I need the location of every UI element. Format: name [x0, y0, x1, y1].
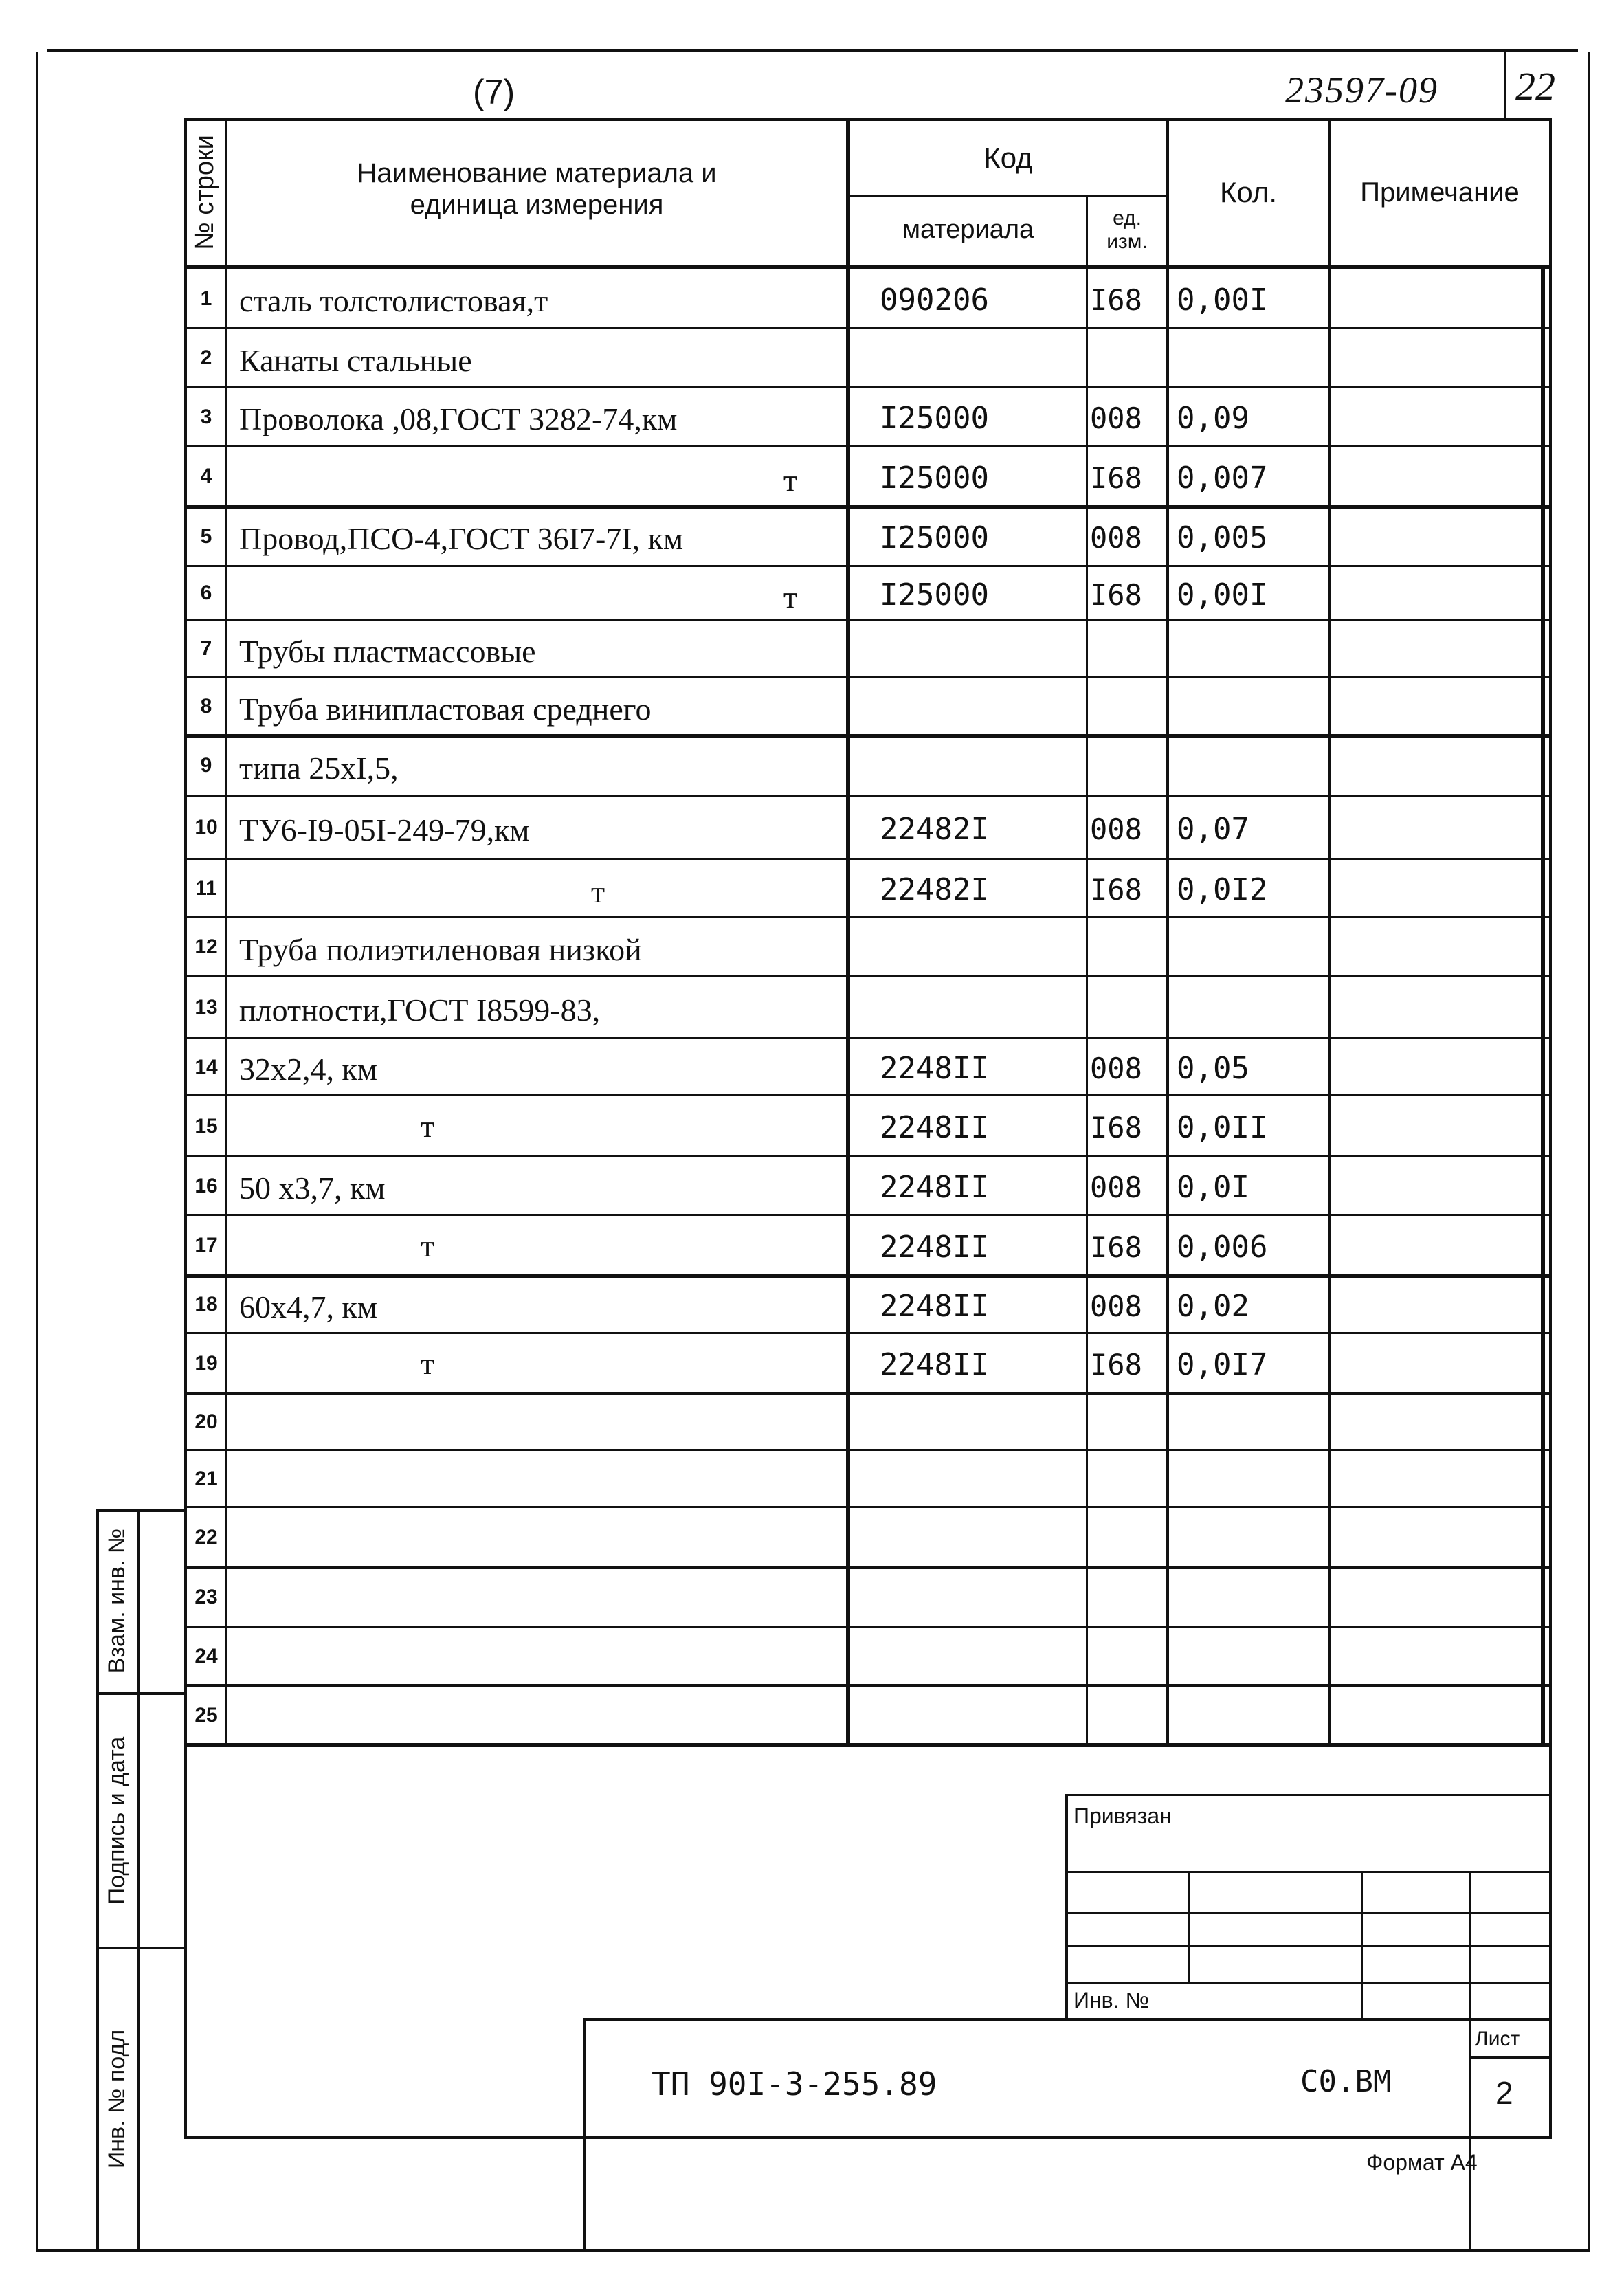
row-quantity: 0,0I2 [1177, 872, 1268, 907]
row-material-code: I25000 [880, 577, 989, 612]
row-unit-suffix: т [421, 1109, 435, 1144]
row-unit-code [1090, 977, 1166, 1039]
row-material-name: типа 25хI,5, [239, 750, 399, 786]
row-material-code [880, 678, 1079, 735]
row-number: 11 [195, 876, 217, 900]
row-number: 24 [194, 1644, 218, 1667]
row-quantity [1177, 918, 1324, 977]
row-material-code [880, 329, 1079, 388]
tb-list-value: 2 [1495, 2075, 1513, 2111]
sheet-tag: (7) [473, 73, 515, 111]
row-material-code [880, 1393, 1079, 1450]
row-material-code [880, 735, 1079, 796]
row-material-name: Провод,ПСО-4,ГОСТ 36I7-7I, км [239, 521, 684, 556]
row-quantity: 0,0I [1177, 1170, 1249, 1205]
row-quantity [1177, 977, 1324, 1039]
side-strip-rule-2 [96, 1947, 186, 1949]
row-quantity [1177, 1627, 1324, 1685]
row-quantity [1177, 1393, 1324, 1450]
row-quantity [1177, 735, 1324, 796]
row-unit-code: I68 [1090, 1111, 1142, 1144]
row-number: 6 [200, 581, 212, 604]
row-unit-code [1090, 678, 1166, 735]
tb-main-top [583, 2018, 1550, 2021]
row-unit-code: 008 [1090, 401, 1142, 435]
col-line-unit [1086, 196, 1088, 1746]
row-unit-suffix: т [783, 462, 797, 498]
row-unit-code: 008 [1090, 812, 1142, 846]
row-number: 8 [200, 695, 212, 718]
row-number: 15 [194, 1114, 218, 1138]
row-quantity: 0,0I7 [1177, 1347, 1268, 1382]
row-material-code [880, 977, 1079, 1039]
row-number: 25 [194, 1704, 218, 1727]
row-unit-code [1090, 1627, 1166, 1685]
row-quantity [1177, 1450, 1324, 1507]
header-code-material: материала [902, 215, 1034, 245]
tb-grid-h4 [1065, 1982, 1550, 1984]
tb-grid-h3 [1065, 1945, 1550, 1947]
row-material-code: I25000 [880, 460, 989, 496]
row-material-name: ТУ6-I9-05I-249-79,км [239, 812, 530, 847]
col-line-note [1328, 118, 1331, 1746]
row-number: 22 [194, 1525, 218, 1549]
row-unit-code: 008 [1090, 1052, 1142, 1085]
row-unit-code [1090, 1685, 1166, 1746]
row-number: 1 [200, 287, 212, 310]
row-quantity: 0,07 [1177, 811, 1249, 847]
row-quantity [1177, 1567, 1324, 1627]
row-quantity [1177, 678, 1324, 735]
row-number: 3 [200, 405, 212, 428]
row-material-code [880, 1627, 1079, 1685]
row-unit-code: I68 [1090, 283, 1142, 317]
row-material-name [239, 1215, 837, 1276]
row-quantity: 0,005 [1177, 520, 1268, 555]
row-number: 5 [200, 524, 212, 548]
row-unit-code: 008 [1090, 1171, 1142, 1204]
header-name [227, 155, 846, 223]
row-number: 21 [194, 1467, 218, 1490]
row-material-name: 60х4,7, км [239, 1289, 377, 1324]
row-material-name: Труба полиэтиленовая низкой [239, 931, 642, 967]
row-material-code: 090206 [880, 282, 989, 318]
row-number: 16 [194, 1174, 218, 1197]
row-quantity [1177, 1685, 1324, 1746]
row-unit-code: 008 [1090, 1289, 1142, 1323]
header-note: Примечание [1360, 177, 1520, 208]
row-unit-code [1090, 1507, 1166, 1567]
row-number: 10 [194, 816, 218, 839]
side-inv-podl-label: Инв. № подл [104, 2029, 130, 2169]
tb-grid-h1 [1065, 1871, 1550, 1873]
tb-privyazan-left [1065, 1794, 1068, 2021]
row-unit-suffix: т [783, 579, 797, 614]
tb-privyazan-top [1065, 1794, 1550, 1796]
header-row-number: № строки [190, 135, 219, 250]
row-material-code: 22482I [880, 811, 989, 847]
row-material-name [239, 1507, 837, 1567]
frame-bottom [36, 2249, 1590, 2252]
row-material-name: сталь толстолистовая,т [239, 283, 548, 318]
row-material-code [880, 620, 1079, 678]
row-material-name: Труба винипластовая среднего [239, 691, 652, 727]
tb-grid-v2 [1361, 1871, 1363, 2021]
tb-list-split [1469, 2056, 1550, 2059]
row-material-code: 2248II [880, 1288, 989, 1324]
row-number: 20 [194, 1410, 218, 1433]
row-quantity: 0,00I [1177, 282, 1268, 318]
row-material-name: Канаты стальные [239, 342, 472, 378]
row-unit-suffix: т [421, 1346, 435, 1381]
row-number: 4 [200, 465, 212, 487]
row-material-code: 2248II [880, 1229, 989, 1265]
tb-grid-h2 [1065, 1912, 1550, 1914]
row-number: 7 [200, 637, 212, 660]
row-unit-code [1090, 918, 1166, 977]
row-material-code: I25000 [880, 401, 989, 436]
row-unit-code [1090, 1567, 1166, 1627]
row-unit-code: I68 [1090, 1230, 1142, 1264]
table-right [1549, 118, 1552, 2139]
header-code: Код [983, 141, 1033, 174]
row-material-name: 32х2,4, км [239, 1052, 377, 1087]
row-unit-code: I68 [1090, 577, 1142, 612]
row-material-code: 2248II [880, 1051, 989, 1086]
tb-doc-suffix: С0.ВМ [1300, 2064, 1392, 2099]
row-quantity: 0,05 [1177, 1051, 1249, 1086]
frame-left [36, 52, 38, 2252]
row-material-name [239, 1685, 837, 1746]
row-unit-code: I68 [1090, 461, 1142, 495]
row-number: 13 [194, 996, 218, 1019]
header-name-line1: Наименование материала и [357, 158, 717, 188]
row-material-name [239, 1567, 837, 1627]
row-unit-code [1090, 735, 1166, 796]
row-material-name [239, 1333, 837, 1393]
tb-list-label: Лист [1475, 2028, 1520, 2050]
tb-grid-v3 [1469, 1871, 1471, 2249]
row-number: 19 [194, 1351, 218, 1375]
side-strip-left [96, 1509, 99, 2252]
doc-stamp: 23597-09 [1285, 69, 1438, 111]
row-material-code [880, 1685, 1079, 1746]
row-number: 2 [200, 346, 212, 369]
row-quantity: 0,02 [1177, 1288, 1249, 1324]
row-number: 12 [194, 935, 218, 958]
row-number: 9 [200, 754, 212, 777]
row-material-code [880, 1450, 1079, 1507]
row-quantity: 0,006 [1177, 1229, 1268, 1265]
tb-main-left [583, 2018, 586, 2252]
row-material-code: 2248II [880, 1110, 989, 1145]
row-unit-code [1090, 1450, 1166, 1507]
header-name-line2: единица измерения [410, 190, 664, 220]
tb-inv-label: Инв. № [1074, 1988, 1149, 2013]
header-qty: Кол. [1219, 175, 1278, 208]
header-code-unit-line1: ед. [1113, 206, 1142, 230]
row-material-code: 2248II [880, 1347, 989, 1382]
row-material-code: 2248II [880, 1170, 989, 1205]
row-material-name [239, 1096, 837, 1157]
format-label: Формат А4 [1366, 2150, 1478, 2175]
row-number: 18 [194, 1293, 218, 1316]
row-material-code [880, 1567, 1079, 1627]
row-material-code: I25000 [880, 520, 989, 555]
row-unit-code [1090, 620, 1166, 678]
tb-grid-v1 [1188, 1871, 1190, 1982]
row-material-name [239, 859, 837, 918]
row-material-name: Трубы пластмассовые [239, 633, 536, 669]
row-unit-suffix: т [591, 874, 605, 909]
col-line-note-right [1541, 265, 1545, 1746]
row-quantity: 0,09 [1177, 401, 1249, 436]
row-material-name: плотности,ГОСТ I8599-83, [239, 992, 601, 1028]
row-quantity: 0,007 [1177, 460, 1268, 496]
row-quantity [1177, 1507, 1324, 1567]
row-material-name [239, 1450, 837, 1507]
row-material-code [880, 918, 1079, 977]
row-unit-code: I68 [1090, 1348, 1142, 1382]
row-quantity: 0,00I [1177, 577, 1268, 612]
row-quantity [1177, 329, 1324, 388]
page-number-divider [1504, 52, 1506, 118]
table-top [184, 118, 1552, 121]
col-line-qty [1166, 118, 1169, 1746]
header-code-split [849, 195, 1168, 197]
top-rule [47, 49, 1578, 52]
header-code-unit-line2: изм. [1106, 230, 1148, 253]
tb-privyazan-label: Привязан [1074, 1804, 1172, 1828]
frame-right [1588, 52, 1590, 2252]
tb-doc-code: ТП 90I-3-255.89 [652, 2065, 937, 2103]
row-material-code: 22482I [880, 872, 989, 907]
row-number: 17 [194, 1234, 218, 1256]
table-bottom [184, 2136, 1552, 2139]
row-material-name: Проволока ,08,ГОСТ 3282-74,км [239, 401, 678, 436]
side-strip-divider [137, 1509, 140, 2252]
row-number: 23 [194, 1585, 218, 1608]
row-material-name: 50 х3,7, км [239, 1171, 386, 1206]
row-number: 14 [194, 1055, 218, 1078]
row-quantity [1177, 620, 1324, 678]
header-code-unit [1088, 199, 1166, 261]
col-line-rowno [225, 118, 227, 1746]
row-unit-code: 008 [1090, 521, 1142, 555]
row-material-code [880, 1507, 1079, 1567]
row-material-name [239, 1627, 837, 1685]
side-podpis-label: Подпись и дата [104, 1736, 130, 1905]
row-unit-code [1090, 1393, 1166, 1450]
row-unit-code: I68 [1090, 873, 1142, 907]
row-material-name [239, 1393, 837, 1450]
page-number: 22 [1515, 64, 1555, 109]
row-quantity: 0,0II [1177, 1110, 1268, 1145]
side-vzam-label: Взам. инв. № [104, 1528, 130, 1674]
row-unit-suffix: т [421, 1228, 435, 1263]
col-line-code [846, 118, 850, 1746]
row-unit-code [1090, 329, 1166, 388]
